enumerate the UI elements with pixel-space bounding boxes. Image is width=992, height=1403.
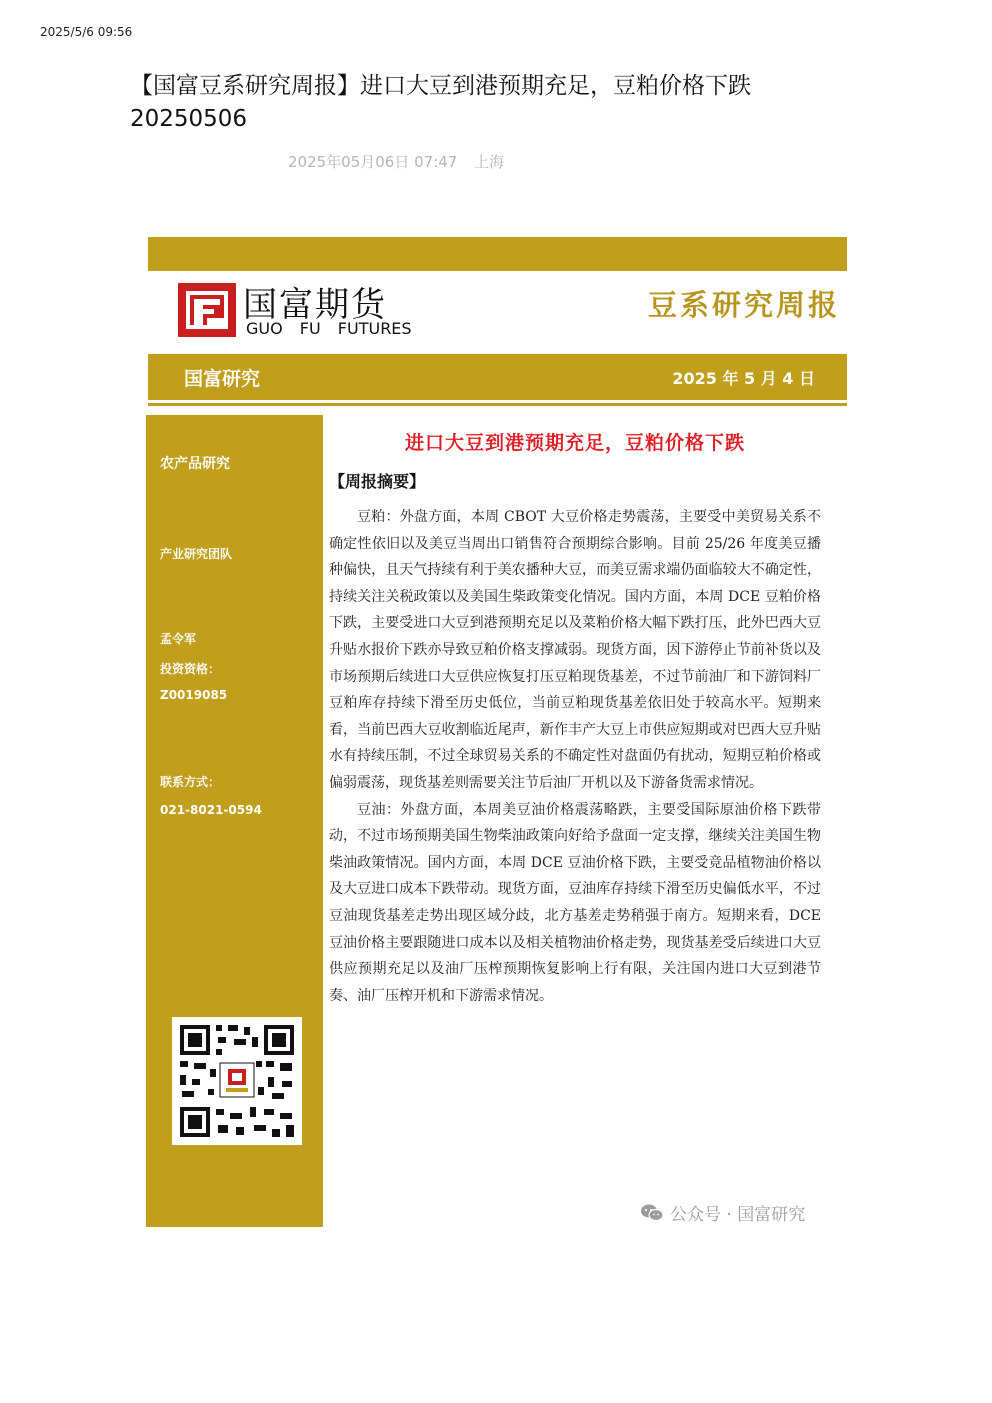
research-band-label: 国富研究: [184, 368, 261, 390]
sidebar-sector: 农产品研究: [160, 456, 230, 472]
sidebar-qualification-label: 投资资格：: [160, 662, 221, 676]
top-gold-band: [148, 237, 847, 271]
sidebar-contact-label: 联系方式：: [160, 775, 221, 789]
report-name: 豆系研究周报: [648, 288, 841, 322]
sidebar-analyst: 孟令军: [160, 632, 197, 646]
paragraph-soyoil: 豆油：外盘方面，本周美豆油价格震荡略跌，主要受国际原油价格下跌带动，不过市场预期美国生物柴油政策向好给予盘面一定支撑，继续关注美国生物柴油政策情况。国内方面，本周 DCE 豆油价格下跌，主要受竞品植物油价格以及大豆进口成本下跌带动。现货方面，豆油库存持续下滑至历史偏低水平，不过豆油现货基差走势出现区域分歧，北方基差走势稍强于南方。短期来看，DCE 豆油价格主要跟随进口成本以及相关植物油价格走势，现货基差受后续进口大豆供应预期充足以及油厂压榨预期恢复影响上行有限，关注国内进口大豆到港节奏、油厂压榨开机和下游需求情况。: [329, 801, 821, 1004]
summary-label: 【周报摘要】: [329, 472, 426, 491]
paragraph-soymeal: 豆粕：外盘方面，本周 CBOT 大豆价格走势震荡，主要受中美贸易关系不确定性依旧以及美豆当周出口销售符合预期综合影响。目前 25/26 年度美豆播种偏快，且天气持续有利于美农播种大豆，而美豆需求端仍面临较大不确定性，持续关注关税政策以及美国生柴政策变化情况。国内方面，本周 DCE 豆粕价格下跌，主要受进口大豆到港预期充足以及菜粕价格大幅下跌打压，此外巴西大豆升贴水报价下跌亦导致豆粕价格支撑减弱。现货方面，因下游停止节前补货以及市场预期后续进口大豆供应恢复打压豆粕现货基差，不过节前油厂和下游饲料厂豆粕库存持续下滑至历史低位，当前豆粕现货基差依旧处于较高水平。短期来看，当前巴西大豆收割临近尾声，新作丰产大豆上市供应短期或对巴西大豆升贴水有持续压制，不过全球贸易关系的不确定性对盘面仍有扰动，短期豆粕价格或偏弱震荡，现货基差则需要关注节后油厂开机以及下游备货需求情况。: [329, 509, 821, 791]
article-meta: [288, 151, 504, 172]
sidebar: [146, 415, 323, 1227]
guofu-logo-icon: [178, 283, 236, 337]
article-date: 2025年05月06日 07:47: [288, 153, 458, 171]
wechat-watermark: [640, 1200, 805, 1225]
report-date: 2025 年 5 月 4 日: [672, 369, 815, 388]
report-page-image: [146, 237, 847, 1227]
sidebar-phone: 021-8021-0594: [160, 803, 262, 817]
sidebar-team: 产业研究团队: [160, 547, 233, 561]
sidebar-qualification-id: Z0019085: [160, 688, 228, 702]
research-band: [148, 354, 847, 400]
wechat-account: 公众号 · 国富研究: [670, 1205, 806, 1225]
article-title: 【国富豆系研究周报】进口大豆到港预期充足，豆粕价格下跌20250506: [130, 73, 751, 132]
wechat-icon: [640, 1203, 664, 1223]
print-timestamp: 2025/5/6 09:56: [40, 25, 133, 39]
report-body: [329, 427, 821, 1009]
qr-code: [172, 1017, 302, 1145]
article-location: 上海: [474, 153, 505, 171]
report-headline: 进口大豆到港预期充足，豆粕价格下跌: [404, 432, 745, 454]
qr-code-icon: [172, 1017, 302, 1145]
logo-name-en: GUO FU FUTURES: [246, 319, 412, 338]
band-divider: [148, 403, 847, 406]
logo-name-cn: 国富期货: [243, 285, 387, 325]
